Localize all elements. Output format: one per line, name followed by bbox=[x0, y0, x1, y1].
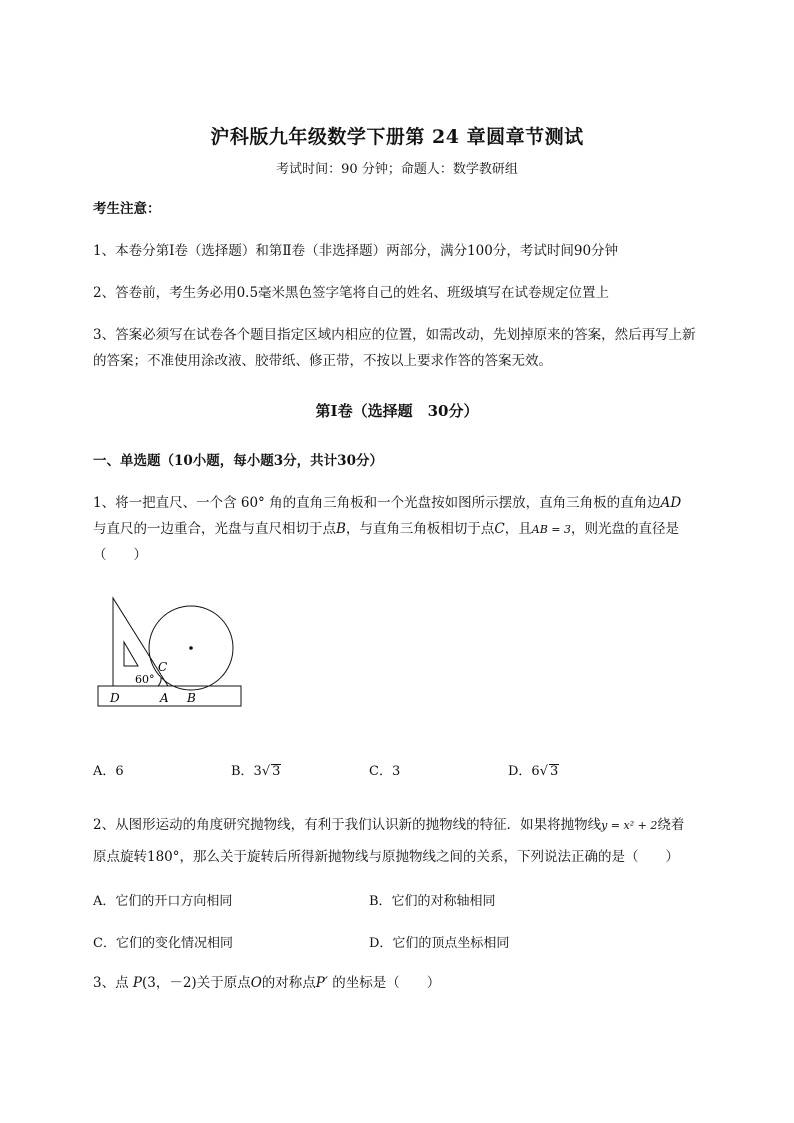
exam-info: 考试时间：90 分钟；命题人：数学教研组 bbox=[276, 162, 518, 177]
part-heading: 一、单选题（10小题，每小题3分，共计30分） bbox=[93, 453, 383, 469]
q1-text: ，与直角三角板相切于点 bbox=[345, 521, 495, 537]
question-1-line-1 bbox=[93, 490, 753, 516]
q1-option-c[interactable]: C．3 bbox=[369, 764, 401, 779]
q3-var-p: P bbox=[132, 975, 142, 991]
label-angle: 60° bbox=[135, 673, 155, 686]
q1-text: ，且 bbox=[504, 521, 532, 537]
page-title: 沪科版九年级数学下册第 24 章圆章节测试 bbox=[210, 126, 584, 148]
q1-var-b: B bbox=[336, 521, 346, 537]
question-1-line-3: （ ） bbox=[93, 547, 147, 563]
q1-option-d-radicand: 3 bbox=[550, 764, 559, 779]
notice-item-3-cont: 的答案；不准使用涂改液、胶带纸、修正带，不按以上要求作答的答案无效。 bbox=[93, 353, 552, 369]
question-2-line-2: 原点旋转180°，那么关于旋转后所得新抛物线与原抛物线之间的关系，下列说法正确的是（ ） bbox=[93, 849, 680, 865]
label-c: C bbox=[158, 660, 168, 674]
section-title: 第Ⅰ卷（选择题 30分） bbox=[315, 402, 479, 420]
q1-text: 与直尺的一边重合，光盘与直尺相切于点 bbox=[93, 521, 336, 537]
q2-text: 2、从图形运动的角度研究抛物线，有利于我们认识新的抛物线的特征．如果将抛物线 bbox=[93, 817, 602, 833]
q2-equation: y = x² + 2 bbox=[601, 819, 658, 832]
q3-text: 3、点 bbox=[93, 975, 133, 991]
q2-text: 绕着 bbox=[657, 817, 685, 833]
q3-var-p-prime: P′ bbox=[315, 975, 328, 991]
label-d: D bbox=[110, 691, 120, 705]
q1-figure bbox=[90, 590, 260, 720]
notice-heading: 考生注意： bbox=[93, 201, 161, 217]
q3-text: (3，－2)关于原点 bbox=[141, 975, 251, 991]
q1-var-c: C bbox=[494, 521, 505, 537]
question-1-line-2 bbox=[93, 516, 753, 543]
notice-item-1: 1、本卷分第Ⅰ卷（选择题）和第Ⅱ卷（非选择题）两部分，满分100分，考试时间90分钟 bbox=[93, 243, 619, 259]
q2-option-b[interactable]: B．它们的对称轴相同 bbox=[369, 894, 496, 909]
q1-option-d[interactable] bbox=[508, 760, 559, 779]
label-a: A bbox=[160, 691, 169, 705]
q1-option-d-coef: D．6 bbox=[508, 764, 540, 779]
notice-item-3: 3、答案必须写在试卷各个题目指定区域内相应的位置，如需改动，先划掉原来的答案，然后再写上新 bbox=[93, 327, 696, 343]
question-2-line-1 bbox=[93, 812, 753, 839]
sqrt-sign: √ bbox=[539, 764, 548, 779]
q1-option-a[interactable]: A．6 bbox=[93, 764, 124, 779]
angle-arc bbox=[158, 678, 161, 686]
q3-text: 的坐标是（ ） bbox=[327, 975, 441, 991]
q2-option-a[interactable]: A．它们的开口方向相同 bbox=[93, 894, 233, 909]
q3-var-o: O bbox=[250, 975, 262, 991]
q1-option-b-coef: B．3 bbox=[231, 764, 262, 779]
q3-text: 的对称点 bbox=[261, 975, 316, 991]
q2-option-c[interactable]: C．它们的变化情况相同 bbox=[93, 936, 233, 951]
q1-option-b[interactable] bbox=[231, 760, 281, 779]
label-b: B bbox=[187, 691, 196, 705]
sqrt-sign: √ bbox=[261, 764, 271, 779]
disc-center-dot bbox=[189, 646, 193, 650]
question-3-line-1 bbox=[93, 970, 753, 996]
notice-item-2: 2、答卷前，考生务必用0.5毫米黑色签字笔将自己的姓名、班级填写在试卷规定位置上 bbox=[93, 285, 610, 301]
triangle-inner-shape bbox=[124, 642, 138, 666]
q2-option-d[interactable]: D．它们的顶点坐标相同 bbox=[369, 936, 510, 951]
q1-text: 1、将一把直尺、一个含 60° 角的直角三角板和一个光盘按如图所示摆放，直角三角板的直角边 bbox=[93, 495, 661, 511]
q1-text: ，则光盘的直径是 bbox=[571, 521, 680, 537]
q1-var-ad: AD bbox=[660, 495, 682, 511]
q1-option-b-radicand: 3 bbox=[272, 764, 281, 779]
q1-equation: AB = 3 bbox=[531, 523, 572, 536]
